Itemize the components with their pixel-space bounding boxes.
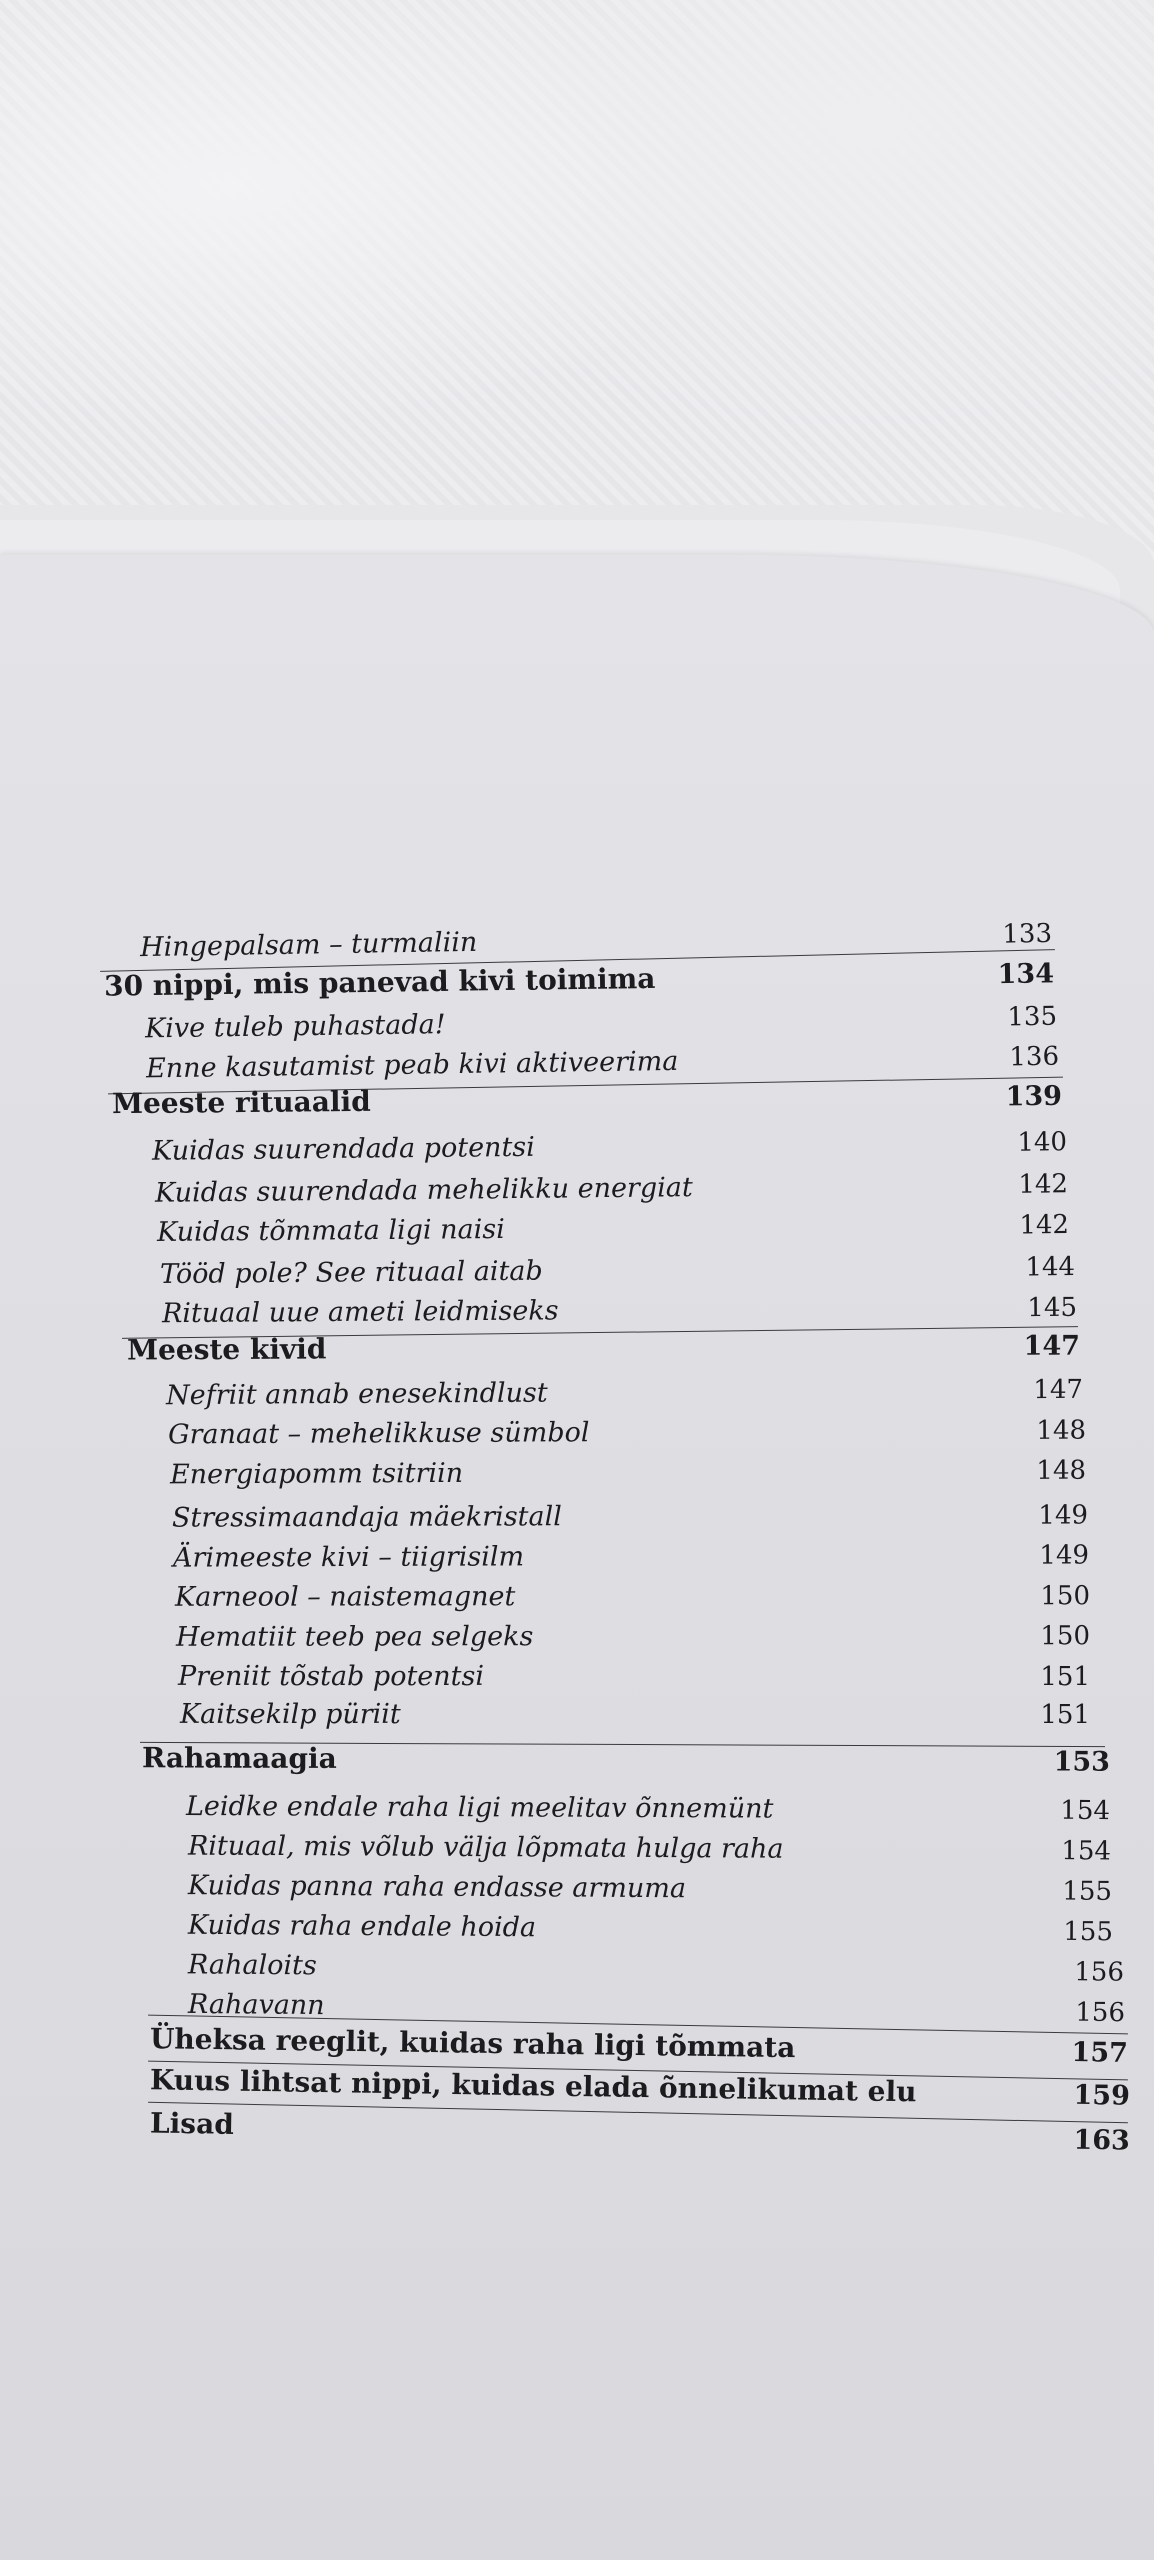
toc-entry (188, 1942, 1124, 1987)
toc-page-number: 150 (1040, 1581, 1091, 1612)
toc-page-number: 135 (1007, 1001, 1058, 1033)
toc-page-number: 163 (1073, 2124, 1131, 2157)
toc-entry (186, 1784, 1110, 1826)
toc-entry (162, 1285, 1077, 1329)
toc-page-number: 153 (1053, 1746, 1111, 1778)
toc-page-number: 156 (1074, 1957, 1125, 1988)
toc-entry (160, 1244, 1075, 1290)
toc-entry (188, 1863, 1112, 1907)
toc-entry (172, 1492, 1088, 1533)
toc-entry (170, 1448, 1086, 1491)
toc-title: Rahavann (187, 1988, 325, 2022)
toc-title: Üheksa reeglit, kuidas raha ligi tõmmata (149, 2022, 796, 2065)
toc-title: Kive tuleb puhastada! (144, 1009, 446, 1045)
toc-title: Stressimaandaja mäekristall (171, 1501, 562, 1534)
toc-title: Kuidas panna raha endasse armuma (187, 1870, 687, 1905)
toc-entry (188, 1903, 1113, 1947)
toc-entry (176, 1613, 1090, 1653)
toc-title: Preniit tõstab potentsi (178, 1661, 485, 1692)
toc-entry (178, 1654, 1090, 1692)
toc-title: Kuidas raha endale hoida (187, 1909, 537, 1944)
toc-title: Kuus lihtsat nippi, kuidas elada õnnelikumat elu (149, 2063, 917, 2109)
toc-page-number: 149 (1039, 1540, 1090, 1571)
toc-title: Rahamaagia (141, 1741, 337, 1775)
toc-title: Meeste kivid (126, 1332, 327, 1367)
toc-title: Granaat – mehelikkuse sümbol (167, 1417, 590, 1451)
toc-page-number: 155 (1063, 1916, 1114, 1948)
toc-entry (157, 1202, 1069, 1248)
toc-title: Ärimeeste kivi – tiigrisilm (172, 1541, 525, 1574)
toc-title: Rahaloits (187, 1949, 317, 1982)
toc-entry (188, 1824, 1111, 1867)
toc-page-number: 133 (1002, 918, 1053, 950)
toc-entry (168, 1408, 1086, 1451)
toc-page-number: 148 (1036, 1455, 1087, 1486)
toc-title: Kaitsekilp püriit (180, 1699, 401, 1730)
toc-title: Lisad (149, 2106, 235, 2141)
toc-page-number: 134 (997, 958, 1055, 991)
toc-title: Rituaal, mis võlub välja lõpmata hulga raha (187, 1830, 784, 1865)
toc-page-number: 136 (1009, 1041, 1060, 1073)
toc-title: Kuidas suurendada potentsi (151, 1131, 535, 1167)
toc-entry (173, 1532, 1089, 1573)
toc-page-number: 144 (1025, 1252, 1076, 1283)
toc-title: Meeste rituaalid (111, 1084, 371, 1121)
toc-page-number: 142 (1019, 1210, 1070, 1241)
toc-entry (142, 1736, 1110, 1777)
toc-page-number: 147 (1023, 1330, 1081, 1362)
toc-title: Karneool – naistemagnet (174, 1581, 516, 1613)
toc-page-number: 147 (1033, 1374, 1084, 1406)
toc-page-number: 148 (1036, 1415, 1087, 1446)
toc-page-number: 150 (1040, 1621, 1091, 1652)
toc-page-number: 151 (1040, 1700, 1090, 1730)
toc-title: Hingepalsam – turmaliin (139, 926, 478, 964)
toc-title: Rituaal uue ameti leidmiseks (161, 1295, 559, 1330)
toc-title: Nefriit annab enesekindlust (165, 1377, 548, 1412)
toc-page-number: 149 (1038, 1500, 1089, 1531)
toc-page-number: 159 (1073, 2079, 1131, 2112)
toc-page-number: 157 (1071, 2037, 1129, 2069)
toc-page-number: 155 (1062, 1876, 1113, 1907)
toc-page-number: 142 (1018, 1169, 1069, 1200)
toc-title: Energiapomm tsitriin (169, 1457, 464, 1491)
toc-title: Kuidas suurendada mehelikku energiat (154, 1172, 693, 1209)
toc-title: Tööd pole? See rituaal aitab (159, 1255, 543, 1290)
toc-title: Enne kasutamist peab kivi aktiveerima (145, 1045, 679, 1085)
toc-entry (166, 1367, 1083, 1411)
toc-entry (175, 1573, 1090, 1613)
toc-entry (180, 1692, 1090, 1730)
toc-title: Kuidas tõmmata ligi naisi (156, 1213, 505, 1248)
toc-title: 30 nippi, mis panevad kivi toimima (103, 961, 656, 1003)
toc-page-number: 154 (1060, 1795, 1111, 1827)
toc-page-number: 145 (1027, 1292, 1078, 1324)
toc-page-number: 151 (1040, 1662, 1090, 1692)
toc-title: Hematiit teeb pea selgeks (175, 1621, 534, 1653)
toc-entry (127, 1324, 1080, 1367)
toc-page-number: 154 (1061, 1836, 1112, 1867)
toc-page-number: 140 (1017, 1127, 1068, 1158)
toc-page-number: 139 (1005, 1080, 1063, 1113)
toc-title: Leidke endale raha ligi meelitav õnnemünt (185, 1790, 774, 1825)
toc-page-number: 156 (1075, 1997, 1126, 2029)
